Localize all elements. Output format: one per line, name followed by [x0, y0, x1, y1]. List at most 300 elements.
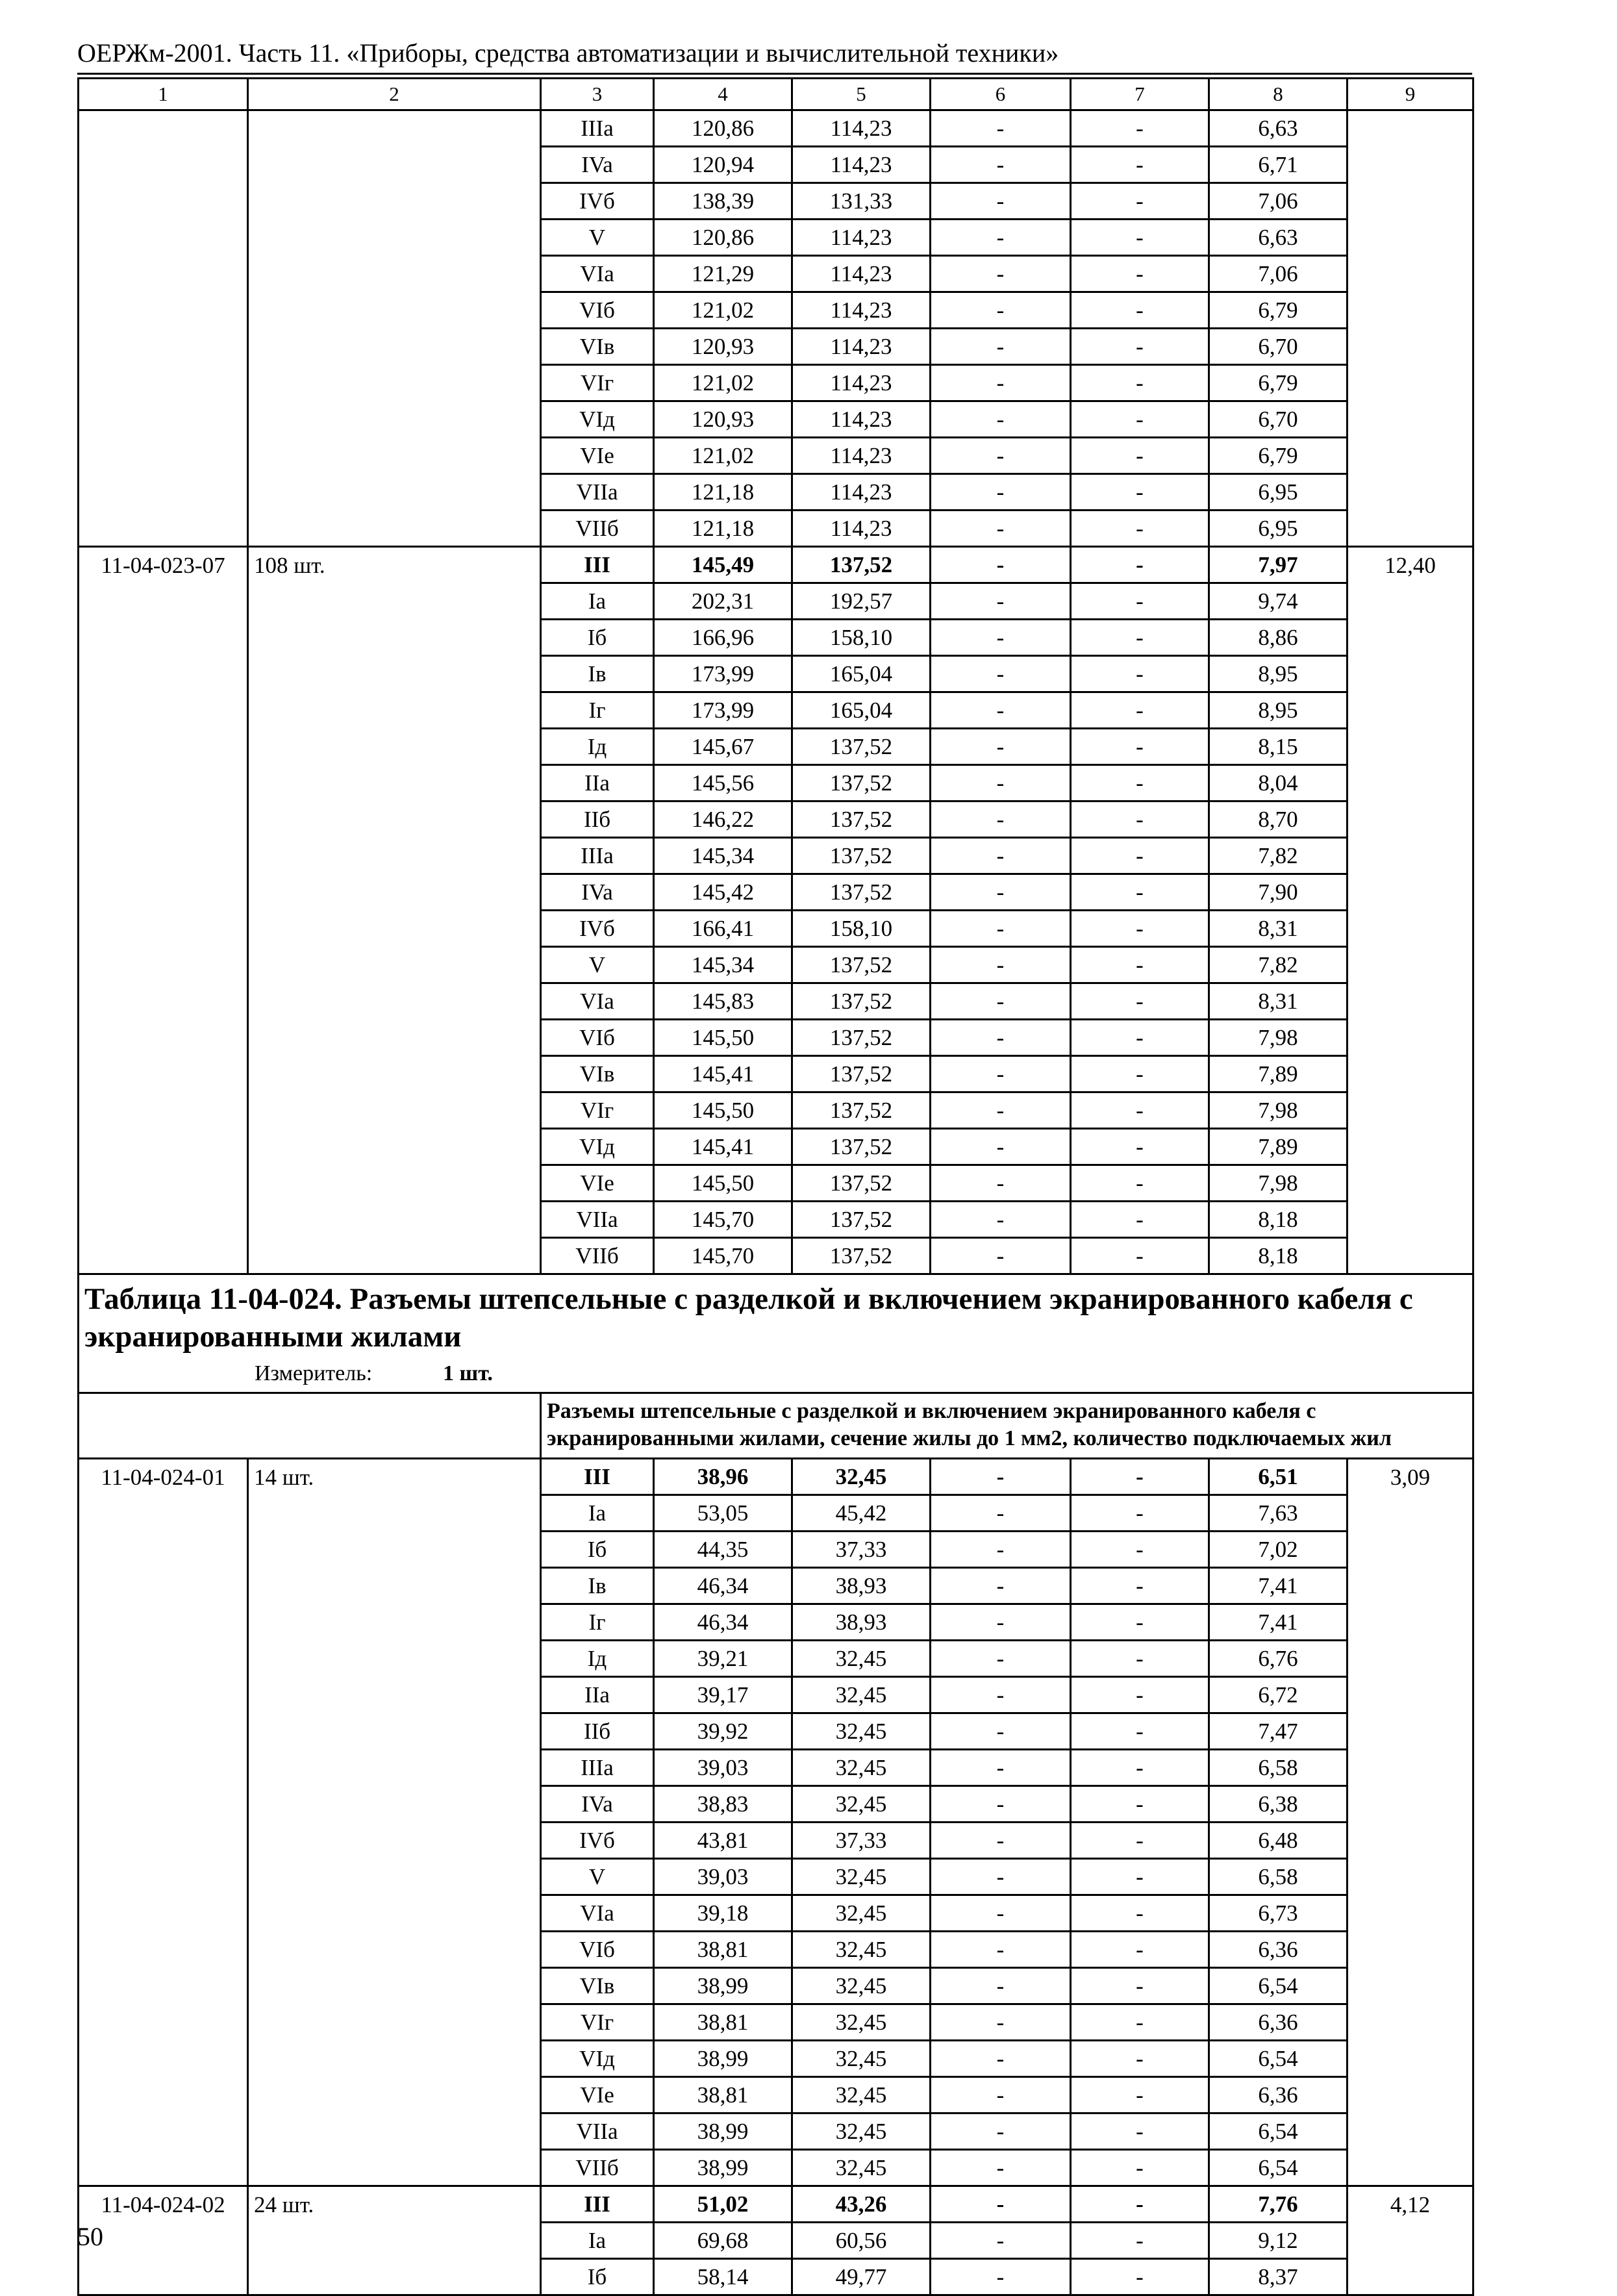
table-cell: - [931, 2113, 1071, 2150]
table-cell: IIб [541, 801, 654, 838]
table-cell: 32,45 [792, 2004, 931, 2041]
item-code: 11-04-024-02 [79, 2186, 248, 2295]
table-cell: - [931, 365, 1071, 401]
table-cell: 202,31 [654, 583, 792, 620]
table-cell: 121,18 [654, 474, 792, 511]
table-cell: 6,36 [1209, 1932, 1348, 1968]
table-cell: 38,99 [654, 1968, 792, 2004]
table-cell: 32,45 [792, 1859, 931, 1895]
table-cell: 120,86 [654, 220, 792, 256]
item-unit: 14 шт. [248, 1459, 541, 2186]
price-table [77, 77, 1474, 2296]
table-cell: 7,06 [1209, 183, 1348, 220]
table-cell: IIIa [541, 838, 654, 874]
description-blank [79, 1393, 541, 1459]
table-cell: 8,18 [1209, 1202, 1348, 1238]
table-cell: VIб [541, 292, 654, 329]
table-cell: 114,23 [792, 511, 931, 547]
table-cell: 137,52 [792, 947, 931, 983]
table-cell: 38,93 [792, 1568, 931, 1604]
item-code: 11-04-024-01 [79, 1459, 248, 2186]
table-cell: 114,23 [792, 329, 931, 365]
section-description: Разъемы штепсельные с разделкой и включением экранированного кабеля с экранированными жилами, сечение жилы до 1 мм2, количество подключаемых жил [541, 1393, 1473, 1459]
table-cell: VIIa [541, 1202, 654, 1238]
table-cell: 8,31 [1209, 911, 1348, 947]
table-cell: - [1071, 729, 1209, 765]
table-cell: 6,79 [1209, 438, 1348, 474]
table-cell: - [1071, 874, 1209, 911]
table-cell: - [1071, 2041, 1209, 2077]
table-cell: 114,23 [792, 365, 931, 401]
table-cell: 137,52 [792, 729, 931, 765]
table-cell: - [1071, 438, 1209, 474]
table-cell: Ia [541, 1495, 654, 1532]
item-unit [248, 110, 541, 547]
table-cell: - [931, 1786, 1071, 1823]
table-cell: - [1071, 2004, 1209, 2041]
table-cell: 6,51 [1209, 1459, 1348, 1495]
table-cell: 131,33 [792, 183, 931, 220]
table-cell: Iб [541, 2259, 654, 2295]
table-cell: - [931, 729, 1071, 765]
table-cell: - [1071, 983, 1209, 1020]
table-cell: - [1071, 256, 1209, 292]
table-cell: 32,45 [792, 1895, 931, 1932]
table-cell: - [1071, 620, 1209, 656]
table-cell: - [1071, 1823, 1209, 1859]
column-number: 5 [792, 79, 931, 110]
table-cell: - [931, 765, 1071, 801]
table-cell: 6,38 [1209, 1786, 1348, 1823]
table-cell: - [931, 401, 1071, 438]
item-col9: 12,40 [1348, 547, 1473, 1274]
table-cell: - [931, 292, 1071, 329]
table-cell: 8,04 [1209, 765, 1348, 801]
measure-cell [79, 1356, 1473, 1393]
table-cell: 39,17 [654, 1677, 792, 1713]
table-cell: 114,23 [792, 147, 931, 183]
table-cell: 8,95 [1209, 656, 1348, 692]
table-cell: 38,93 [792, 1604, 931, 1641]
table-cell: - [1071, 1202, 1209, 1238]
table-cell: V [541, 947, 654, 983]
item-code: 11-04-023-07 [79, 547, 248, 1274]
table-cell: 7,76 [1209, 2186, 1348, 2223]
table-cell: - [1071, 1020, 1209, 1056]
table-cell: IIIa [541, 110, 654, 147]
column-number: 4 [654, 79, 792, 110]
table-cell: - [931, 1532, 1071, 1568]
table-cell: 6,79 [1209, 365, 1348, 401]
table-cell: - [1071, 474, 1209, 511]
table-cell: 6,70 [1209, 401, 1348, 438]
table-cell: - [1071, 401, 1209, 438]
table-cell: - [1071, 1459, 1209, 1495]
table-cell: 32,45 [792, 1750, 931, 1786]
table-cell: - [1071, 801, 1209, 838]
table-cell: 145,56 [654, 765, 792, 801]
table-cell: 137,52 [792, 1056, 931, 1092]
table-cell: - [931, 1641, 1071, 1677]
table-cell: 137,52 [792, 1020, 931, 1056]
item-unit: 108 шт. [248, 547, 541, 1274]
table-cell: III [541, 1459, 654, 1495]
column-number: 1 [79, 79, 248, 110]
table-cell: 165,04 [792, 692, 931, 729]
table-cell: 39,18 [654, 1895, 792, 1932]
table-cell: - [931, 1202, 1071, 1238]
table-cell: III [541, 547, 654, 583]
table-cell: 145,50 [654, 1020, 792, 1056]
table-cell: 120,93 [654, 329, 792, 365]
table-cell: VIв [541, 1968, 654, 2004]
table-cell: 114,23 [792, 438, 931, 474]
table-cell: - [931, 947, 1071, 983]
table-cell: 137,52 [792, 983, 931, 1020]
table-cell: - [931, 220, 1071, 256]
table-cell: 38,99 [654, 2113, 792, 2150]
table-cell: VIIб [541, 1238, 654, 1274]
table-cell: 7,89 [1209, 1129, 1348, 1165]
table-cell: IIIa [541, 1750, 654, 1786]
table-cell: 8,18 [1209, 1238, 1348, 1274]
table-cell: 7,89 [1209, 1056, 1348, 1092]
table-cell: - [931, 2004, 1071, 2041]
table-cell: - [931, 692, 1071, 729]
table-cell: - [1071, 2150, 1209, 2186]
table-cell: 6,63 [1209, 220, 1348, 256]
table-cell: 145,70 [654, 1202, 792, 1238]
table-cell: VIe [541, 2077, 654, 2113]
table-cell: V [541, 220, 654, 256]
table-cell: 145,70 [654, 1238, 792, 1274]
table-cell: 6,54 [1209, 1968, 1348, 2004]
header-rule [77, 73, 1472, 75]
table-cell: 32,45 [792, 1786, 931, 1823]
table-cell: IVa [541, 874, 654, 911]
table-cell: - [1071, 2077, 1209, 2113]
section-title: Таблица 11-04-024. Разъемы штепсельные с разделкой и включением экранированного кабеля с экранированными жилами [79, 1274, 1473, 1356]
table-cell: 39,21 [654, 1641, 792, 1677]
table-cell: 53,05 [654, 1495, 792, 1532]
table-cell: - [1071, 511, 1209, 547]
item-col9: 3,09 [1348, 1459, 1473, 2186]
table-cell: VIд [541, 2041, 654, 2077]
table-row [79, 110, 1473, 147]
table-cell: VIг [541, 1092, 654, 1129]
table-cell: 137,52 [792, 547, 931, 583]
table-cell: - [1071, 2259, 1209, 2295]
table-cell: V [541, 1859, 654, 1895]
table-cell: 121,02 [654, 292, 792, 329]
table-cell: III [541, 2186, 654, 2223]
table-cell: 6,76 [1209, 1641, 1348, 1677]
table-cell: 137,52 [792, 1165, 931, 1202]
table-cell: 137,52 [792, 801, 931, 838]
table-cell: 145,83 [654, 983, 792, 1020]
table-cell: 7,63 [1209, 1495, 1348, 1532]
table-cell: - [931, 874, 1071, 911]
table-cell: 37,33 [792, 1823, 931, 1859]
table-cell: 38,81 [654, 2077, 792, 2113]
table-cell: - [931, 1932, 1071, 1968]
table-cell: 166,41 [654, 911, 792, 947]
table-cell: - [931, 1713, 1071, 1750]
table-cell: - [931, 838, 1071, 874]
table-cell: - [931, 329, 1071, 365]
table-cell: - [931, 656, 1071, 692]
table-cell: Iв [541, 656, 654, 692]
table-cell: - [931, 1750, 1071, 1786]
table-cell: 165,04 [792, 656, 931, 692]
table-cell: 145,41 [654, 1129, 792, 1165]
table-cell: - [1071, 1495, 1209, 1532]
table-cell: 32,45 [792, 1641, 931, 1677]
table-cell: VIIa [541, 474, 654, 511]
table-cell: 7,06 [1209, 256, 1348, 292]
page-header: ОЕРЖм-2001. Часть 11. «Приборы, средства автоматизации и вычислительной техники» [77, 38, 1059, 68]
column-number: 3 [541, 79, 654, 110]
table-cell: VIб [541, 1932, 654, 1968]
table-cell: - [1071, 583, 1209, 620]
table-cell: - [1071, 1056, 1209, 1092]
table-cell: 7,98 [1209, 1165, 1348, 1202]
table-cell: 44,35 [654, 1532, 792, 1568]
table-cell: 120,93 [654, 401, 792, 438]
table-cell: 6,95 [1209, 511, 1348, 547]
table-cell: 32,45 [792, 2113, 931, 2150]
table-cell: - [931, 147, 1071, 183]
item-col9 [1348, 110, 1473, 547]
table-cell: 114,23 [792, 292, 931, 329]
table-cell: 32,45 [792, 1459, 931, 1495]
table-cell: Iб [541, 620, 654, 656]
table-cell: 39,03 [654, 1859, 792, 1895]
table-cell: 114,23 [792, 401, 931, 438]
table-cell: - [931, 801, 1071, 838]
table-cell: 121,29 [654, 256, 792, 292]
table-cell: 121,02 [654, 365, 792, 401]
table-cell: 9,74 [1209, 583, 1348, 620]
table-cell: - [1071, 110, 1209, 147]
table-cell: 38,96 [654, 1459, 792, 1495]
table-cell: - [1071, 947, 1209, 983]
table-cell: IVб [541, 183, 654, 220]
table-cell: - [931, 1859, 1071, 1895]
table-cell: - [1071, 1713, 1209, 1750]
table-cell: - [1071, 1129, 1209, 1165]
table-cell: IIб [541, 1713, 654, 1750]
table-cell: 69,68 [654, 2223, 792, 2259]
table-cell: 7,02 [1209, 1532, 1348, 1568]
table-cell: 6,79 [1209, 292, 1348, 329]
table-cell: - [1071, 183, 1209, 220]
table-cell: 120,94 [654, 147, 792, 183]
table-cell: 6,54 [1209, 2041, 1348, 2077]
table-cell: 7,90 [1209, 874, 1348, 911]
table-cell: VIIa [541, 2113, 654, 2150]
table-cell: VIг [541, 365, 654, 401]
table-cell: VIг [541, 2004, 654, 2041]
table-cell: 45,42 [792, 1495, 931, 1532]
table-cell: 8,15 [1209, 729, 1348, 765]
table-cell: 120,86 [654, 110, 792, 147]
table-cell: 6,54 [1209, 2113, 1348, 2150]
table-cell: 32,45 [792, 1713, 931, 1750]
table-cell: 6,54 [1209, 2150, 1348, 2186]
table-cell: - [1071, 547, 1209, 583]
table-cell: 173,99 [654, 656, 792, 692]
table-cell: VIд [541, 1129, 654, 1165]
table-cell: 145,42 [654, 874, 792, 911]
table-cell: 6,70 [1209, 329, 1348, 365]
table-cell: VIIб [541, 2150, 654, 2186]
table-cell: 121,18 [654, 511, 792, 547]
table-cell: 7,82 [1209, 838, 1348, 874]
table-cell: 6,95 [1209, 474, 1348, 511]
table-cell: - [931, 1238, 1071, 1274]
table-cell: 6,36 [1209, 2004, 1348, 2041]
table-cell: - [1071, 147, 1209, 183]
table-cell: 7,98 [1209, 1092, 1348, 1129]
table-cell: - [1071, 1238, 1209, 1274]
table-cell: 145,50 [654, 1165, 792, 1202]
table-cell: - [931, 2077, 1071, 2113]
table-cell: 8,86 [1209, 620, 1348, 656]
table-cell: 32,45 [792, 1968, 931, 2004]
table-cell: VIa [541, 983, 654, 1020]
table-cell: 39,92 [654, 1713, 792, 1750]
table-cell: 46,34 [654, 1604, 792, 1641]
table-cell: - [1071, 1641, 1209, 1677]
table-cell: 114,23 [792, 474, 931, 511]
table-cell: - [931, 547, 1071, 583]
table-cell: - [1071, 1859, 1209, 1895]
table-cell: 39,03 [654, 1750, 792, 1786]
table-cell: IVa [541, 1786, 654, 1823]
table-cell: VIe [541, 1165, 654, 1202]
table-cell: - [1071, 838, 1209, 874]
table-cell: 7,97 [1209, 547, 1348, 583]
table-cell: - [1071, 1604, 1209, 1641]
table-row [79, 547, 1473, 583]
table-cell: 8,37 [1209, 2259, 1348, 2295]
table-cell: - [931, 983, 1071, 1020]
table-cell: - [931, 1895, 1071, 1932]
table-cell: 60,56 [792, 2223, 931, 2259]
table-cell: - [1071, 656, 1209, 692]
table-cell: 6,58 [1209, 1859, 1348, 1895]
table-cell: - [931, 2259, 1071, 2295]
table-cell: 166,96 [654, 620, 792, 656]
table-cell: 114,23 [792, 256, 931, 292]
table-cell: 158,10 [792, 620, 931, 656]
table-cell: 38,99 [654, 2041, 792, 2077]
table-cell: 121,02 [654, 438, 792, 474]
table-cell: IIa [541, 1677, 654, 1713]
table-cell: Iг [541, 1604, 654, 1641]
table-cell: 6,73 [1209, 1895, 1348, 1932]
table-cell: VIб [541, 1020, 654, 1056]
table-cell: 6,58 [1209, 1750, 1348, 1786]
table-cell: - [931, 1129, 1071, 1165]
table-cell: - [931, 1968, 1071, 2004]
table-cell: 58,14 [654, 2259, 792, 2295]
table-cell: 6,63 [1209, 110, 1348, 147]
table-cell: Iд [541, 729, 654, 765]
table-cell: - [931, 583, 1071, 620]
table-cell: - [931, 1165, 1071, 1202]
table-cell: - [1071, 911, 1209, 947]
table-cell: 32,45 [792, 2150, 931, 2186]
table-cell: - [931, 911, 1071, 947]
column-number: 9 [1348, 79, 1473, 110]
description-row [79, 1393, 1473, 1459]
table-cell: 6,36 [1209, 2077, 1348, 2113]
table-cell: 137,52 [792, 1202, 931, 1238]
table-cell: - [1071, 365, 1209, 401]
section-title-row [79, 1274, 1473, 1356]
table-cell: 43,26 [792, 2186, 931, 2223]
table-cell: 158,10 [792, 911, 931, 947]
measure-label: Измеритель: [255, 1361, 373, 1385]
table-cell: 146,22 [654, 801, 792, 838]
column-number: 8 [1209, 79, 1348, 110]
item-code [79, 110, 248, 547]
table-cell: 32,45 [792, 2041, 931, 2077]
table-cell: 38,83 [654, 1786, 792, 1823]
table-cell: - [931, 2150, 1071, 2186]
table-cell: 7,98 [1209, 1020, 1348, 1056]
table-cell: 137,52 [792, 1129, 931, 1165]
column-number: 6 [931, 79, 1071, 110]
table-cell: - [1071, 1786, 1209, 1823]
table-cell: - [931, 1568, 1071, 1604]
table-cell: 49,77 [792, 2259, 931, 2295]
table-cell: 9,12 [1209, 2223, 1348, 2259]
column-number: 7 [1071, 79, 1209, 110]
table-cell: - [931, 438, 1071, 474]
table-cell: IVб [541, 911, 654, 947]
table-cell: 6,72 [1209, 1677, 1348, 1713]
table-cell: - [1071, 765, 1209, 801]
item-unit: 24 шт. [248, 2186, 541, 2295]
table-cell: Iб [541, 1532, 654, 1568]
table-cell: 138,39 [654, 183, 792, 220]
table-cell: Iд [541, 1641, 654, 1677]
table-cell: 114,23 [792, 220, 931, 256]
table-cell: - [1071, 292, 1209, 329]
table-cell: - [1071, 1968, 1209, 2004]
table-cell: - [1071, 329, 1209, 365]
table-cell: 145,49 [654, 547, 792, 583]
table-cell: VIв [541, 329, 654, 365]
table-cell: - [931, 110, 1071, 147]
measure-value: 1 шт. [443, 1361, 493, 1385]
table-cell: 32,45 [792, 2077, 931, 2113]
page-number: 50 [77, 2222, 103, 2251]
table-cell: 145,50 [654, 1092, 792, 1129]
table-cell: - [1071, 2186, 1209, 2223]
table-cell: - [931, 511, 1071, 547]
table-cell: 32,45 [792, 1932, 931, 1968]
table-cell: VIa [541, 1895, 654, 1932]
table-cell: 32,45 [792, 1677, 931, 1713]
table-cell: - [1071, 1895, 1209, 1932]
table-cell: 145,41 [654, 1056, 792, 1092]
table-cell: 114,23 [792, 110, 931, 147]
table-cell: - [931, 2041, 1071, 2077]
